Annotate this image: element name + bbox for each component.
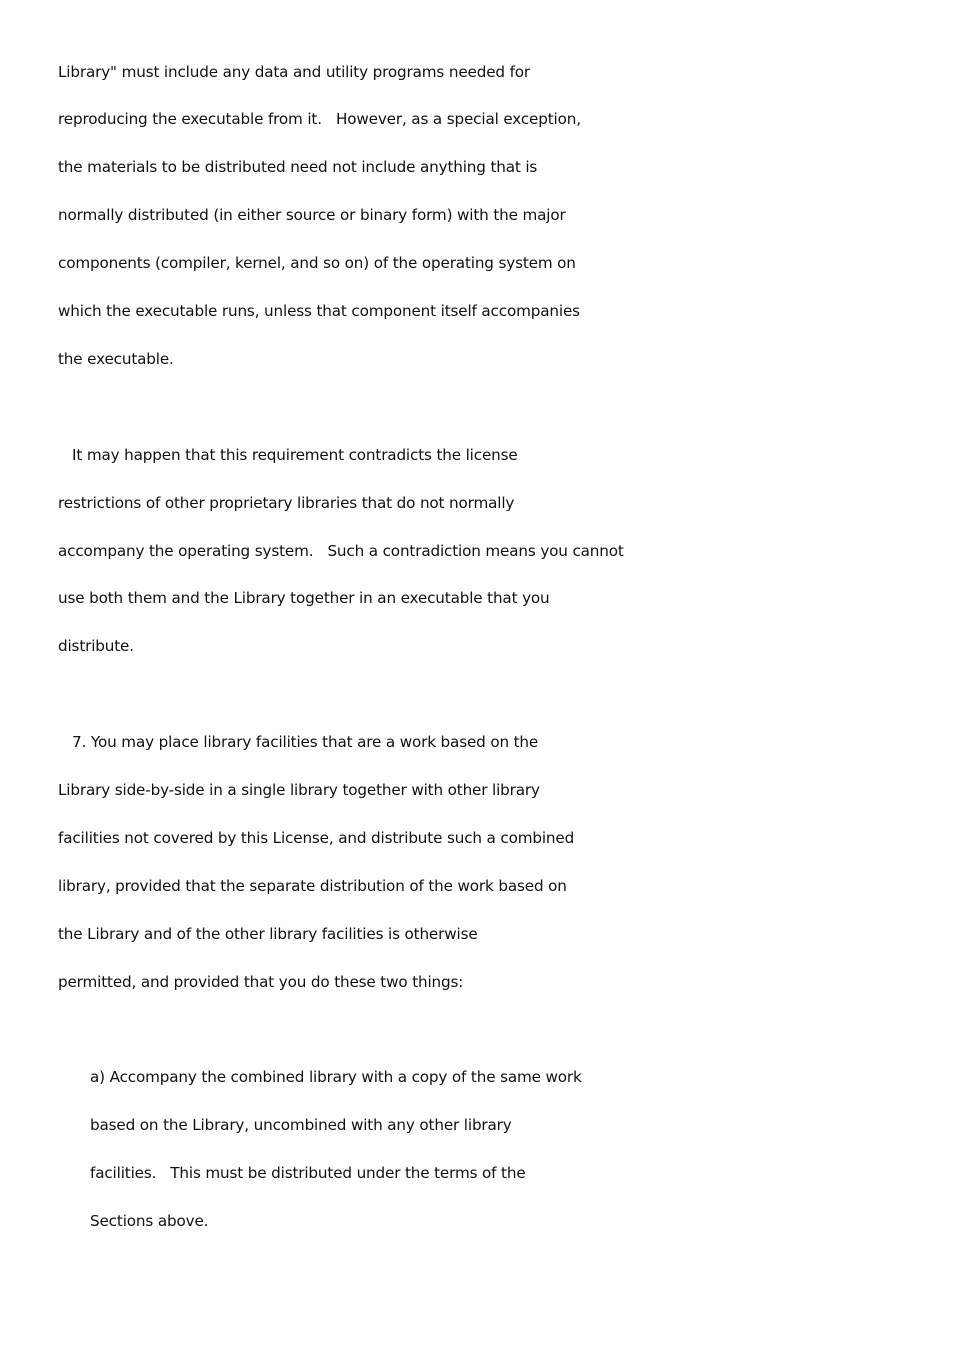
text-line: components (compiler, kernel, and so on) of the operating system on [58, 254, 576, 272]
text-line: restrictions of other proprietary libraries that do not normally [58, 494, 515, 512]
text-line: based on the Library, uncombined with any other library [90, 1116, 512, 1134]
text-line: normally distributed (in either source or binary form) with the major [58, 206, 566, 224]
text-line: reproducing the executable from it. However, as a special exception, [58, 110, 581, 128]
text-line: It may happen that this requirement contradicts the license [58, 446, 518, 464]
text-line: Library side-by-side in a single library together with other library [58, 781, 540, 799]
text-line: facilities not covered by this License, and distribute such a combined [58, 829, 575, 847]
text-line: the materials to be distributed need not include anything that is [58, 158, 538, 176]
text-line: use both them and the Library together in an executable that you [58, 589, 550, 607]
text-line: accompany the operating system. Such a contradiction means you cannot [58, 542, 624, 560]
text-line: library, provided that the separate distribution of the work based on [58, 877, 567, 895]
text-line: distribute. [58, 637, 134, 655]
text-line: which the executable runs, unless that component itself accompanies [58, 302, 580, 320]
text-line: the Library and of the other library facilities is otherwise [58, 925, 478, 943]
text-line: permitted, and provided that you do these two things: [58, 973, 464, 991]
text-line: 7. You may place library facilities that are a work based on the [58, 733, 539, 751]
text-line: Library" must include any data and utility programs needed for [58, 63, 530, 81]
text-line: facilities. This must be distributed under the terms of the [90, 1164, 526, 1182]
text-line: a) Accompany the combined library with a copy of the same work [90, 1068, 582, 1086]
text-line: the executable. [58, 350, 174, 368]
text-line: Sections above. [90, 1212, 209, 1230]
